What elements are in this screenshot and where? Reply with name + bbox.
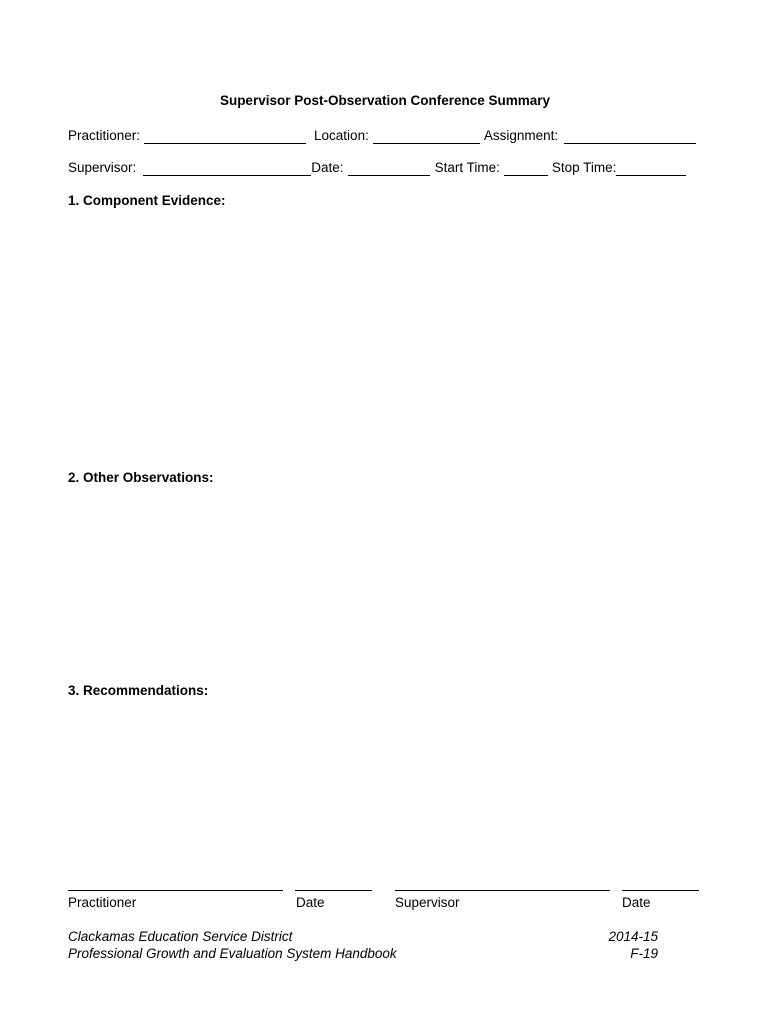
stop-time-field[interactable] — [616, 161, 686, 176]
practitioner-field[interactable] — [144, 129, 306, 144]
supervisor-date-line[interactable] — [622, 890, 699, 891]
header-row-2 — [68, 158, 702, 176]
start-time-field[interactable] — [504, 161, 548, 176]
section-recommendations: 3. Recommendations: — [68, 683, 209, 698]
location-label: Location: — [314, 128, 369, 143]
location-field[interactable] — [373, 129, 480, 144]
practitioner-date-line[interactable] — [295, 890, 372, 891]
date-field[interactable] — [348, 161, 430, 176]
footer-year: 2014-15 — [608, 929, 658, 944]
assignment-label: Assignment: — [483, 128, 559, 143]
practitioner-signature-label: Practitioner — [68, 895, 137, 910]
section-other-observations: 2. Other Observations: — [68, 470, 214, 485]
assignment-field[interactable] — [564, 129, 696, 144]
footer-org: Clackamas Education Service District — [68, 929, 293, 944]
supervisor-date-label: Date — [622, 895, 651, 910]
footer-left — [68, 928, 397, 962]
footer-right — [608, 928, 658, 962]
practitioner-label: Practitioner: — [68, 128, 141, 143]
stop-time-label: Stop Time: — [551, 160, 617, 175]
date-label: Date: — [311, 160, 344, 175]
page-title: Supervisor Post-Observation Conference Summary — [219, 93, 551, 108]
section-component-evidence: 1. Component Evidence: — [68, 193, 226, 208]
supervisor-signature-label: Supervisor — [395, 895, 460, 910]
footer-form-id: F-19 — [630, 946, 658, 961]
start-time-label: Start Time: — [434, 160, 500, 175]
practitioner-signature-line[interactable] — [68, 890, 283, 891]
footer-handbook: Professional Growth and Evaluation System Handbook — [68, 946, 397, 961]
header-row-1 — [68, 126, 702, 144]
supervisor-signature-line[interactable] — [395, 890, 610, 891]
supervisor-label: Supervisor: — [68, 160, 137, 175]
supervisor-field[interactable] — [143, 161, 311, 176]
practitioner-date-label: Date — [296, 895, 325, 910]
